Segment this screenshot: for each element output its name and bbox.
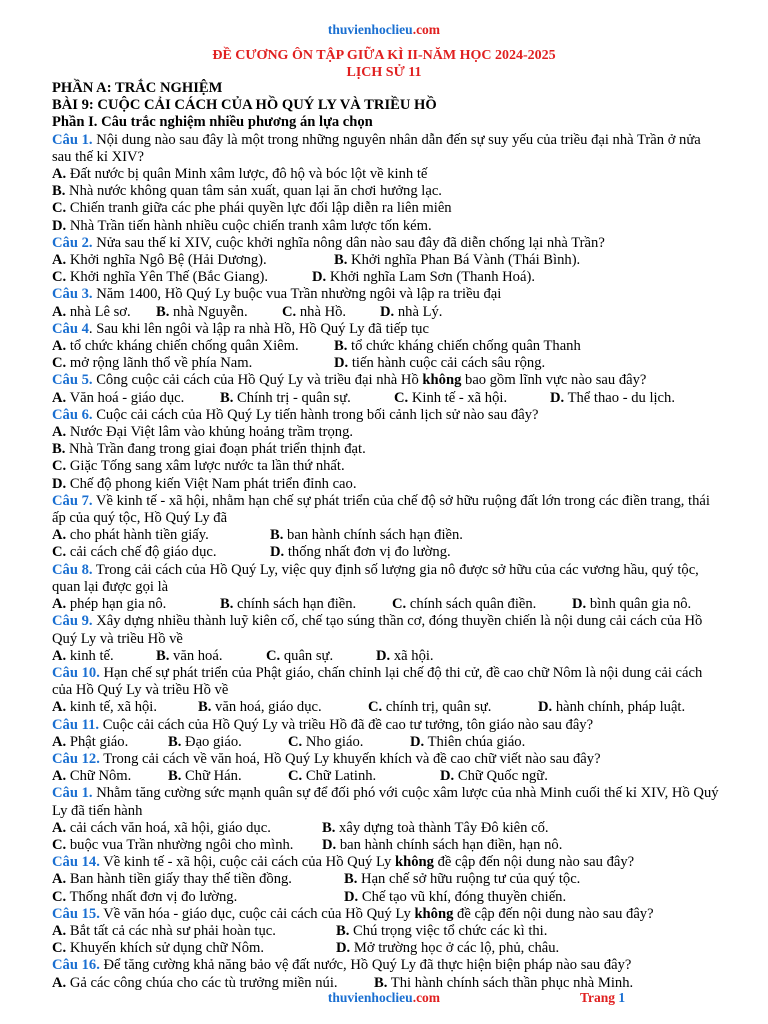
question — [52, 235, 722, 252]
option-label: C. — [52, 269, 67, 286]
option — [52, 252, 334, 269]
option — [344, 871, 580, 888]
option-row — [52, 889, 722, 906]
question-text: Công cuộc cải cách của Hồ Quý Ly và triều đại nhà Hồ — [92, 372, 423, 389]
option-row — [52, 871, 722, 888]
lesson-heading: BÀI 9: CUỘC CẢI CÁCH CỦA HỒ QUÝ LY VÀ TRIỀU HỒ — [52, 97, 437, 114]
option-label: B. — [52, 441, 66, 458]
option — [52, 837, 322, 854]
part-heading: PHẦN A: TRẮC NGHIỆM — [52, 80, 223, 96]
option-label: D. — [572, 596, 587, 613]
question-text: Về kinh tế - xã hội, cuộc cải cách của Hồ Quý Ly — [99, 854, 395, 871]
question-text: . Sau khi lên ngôi và lập ra nhà Hồ, Hồ Quý Ly đã tiếp tục — [88, 320, 429, 337]
option-text: Khởi nghĩa Phan Bá Vành (Thái Bình). — [347, 252, 581, 269]
option-row — [52, 544, 722, 561]
option — [270, 544, 451, 561]
option — [52, 596, 220, 613]
option — [334, 252, 580, 269]
page-number — [580, 990, 625, 1006]
question-emphasis: không — [395, 854, 434, 871]
option — [336, 940, 559, 957]
option-text: Chú trọng việc tổ chức các kì thi. — [349, 922, 548, 939]
question-text: Hạn chế sự phát triển của Phật giáo, chấn chỉnh lại chế độ thi cử, đề cao chữ Nôm là nội dung cải cách của Hồ Quý Ly và triều Hồ về — [52, 664, 703, 699]
question-label: Câu 1. — [52, 785, 93, 802]
question-text: Về kinh tế - xã hội, nhằm hạn chế sự phát triển của chế độ sở hữu ruộng đất lớn trong các điền trang, thái ấp của quý tộc, Hồ Quý Ly đã — [52, 492, 710, 527]
option-text: mở rộng lãnh thổ về phía Nam. — [66, 355, 253, 372]
question — [52, 717, 722, 734]
site-domain: .com — [412, 22, 441, 37]
option-text: chính trị, quân sự. — [382, 699, 492, 716]
question-text: Trong cải cách của Hồ Quý Ly, việc quy định số lượng gia nô được sở hữu của các vương hầu, quý tộc, quan lại được gọi là — [52, 561, 699, 595]
option-label: A. — [52, 647, 67, 664]
question-text: Xây dựng nhiều thành luỹ kiên cố, chế tạo súng thần cơ, đóng thuyền chiến là nội dung cải cách của Hồ Quý Ly và triều Hồ về — [52, 613, 703, 647]
option — [198, 699, 368, 716]
option-text: Chế độ phong kiến Việt Nam phát triển đỉnh cao. — [66, 475, 357, 492]
question-label: Câu 14. — [52, 854, 100, 871]
option-text: Ban hành tiền giấy thay thế tiền đồng. — [66, 871, 292, 888]
option-label: D. — [376, 647, 391, 664]
option-text: nhà Lý. — [394, 303, 443, 320]
option-row — [52, 527, 722, 544]
question — [52, 906, 722, 923]
option-label: A. — [52, 768, 67, 785]
option — [52, 889, 344, 906]
option-label: B. — [374, 974, 388, 991]
option — [52, 734, 168, 751]
option — [368, 699, 538, 716]
question-emphasis: không — [414, 905, 454, 922]
option-text: Chiến tranh giữa các phe phái quyền lực đối lập diễn ra liên miên — [66, 200, 452, 217]
option-label: C. — [52, 940, 67, 957]
option-text: hành chính, pháp luật. — [552, 699, 686, 716]
option — [52, 338, 334, 355]
question — [52, 751, 722, 768]
option-text: Chữ Quốc ngữ. — [454, 768, 548, 785]
option-label: C. — [52, 200, 67, 217]
option — [220, 596, 392, 613]
option-label: B. — [168, 768, 182, 785]
option-label: D. — [344, 888, 359, 905]
option — [410, 734, 525, 751]
option — [550, 390, 675, 407]
question-text: Cuộc cải cách của Hồ Quý Ly tiến hành trong bối cảnh lịch sử nào sau đây? — [92, 406, 539, 423]
option-row — [52, 648, 722, 665]
question-text: Năm 1400, Hồ Quý Ly buộc vua Trần nhường ngôi và lập ra triều đại — [92, 286, 502, 303]
option-label: A. — [52, 252, 67, 269]
option-text: Thi hành chính sách thần phục nhà Minh. — [387, 974, 634, 991]
option-label: A. — [52, 871, 67, 888]
question — [52, 854, 722, 871]
option-row — [52, 699, 722, 716]
option — [52, 166, 722, 183]
option-label: C. — [288, 733, 303, 750]
question-text: Trong cải cách về văn hoá, Hồ Quý Ly khuyến khích và đề cao chữ viết nào sau đây? — [99, 750, 601, 767]
option-text: Khuyến khích sử dụng chữ Nôm. — [66, 940, 265, 957]
option — [52, 355, 334, 372]
option-text: chính sách hạn điền. — [233, 596, 357, 613]
option — [52, 458, 722, 475]
question-label: Câu 8. — [52, 561, 93, 578]
option-text: Khởi nghĩa Yên Thế (Bắc Giang). — [66, 269, 269, 286]
option-text: thống nhất đơn vị đo lường. — [284, 544, 451, 561]
option-label: A. — [52, 527, 67, 544]
option-label: D. — [380, 303, 395, 320]
option-text: cho phát hành tiền giấy. — [66, 527, 209, 544]
option-label: B. — [322, 819, 336, 836]
option-label: C. — [368, 699, 383, 716]
option-row — [52, 390, 722, 407]
question-label: Câu 15. — [52, 905, 100, 922]
option-text: Thống nhất đơn vị đo lường. — [66, 888, 238, 905]
option — [52, 476, 722, 493]
option-label: D. — [334, 355, 349, 372]
option-text: Nhà nước không quan tâm sản xuất, quan lại ăn chơi hưởng lạc. — [65, 183, 442, 200]
option — [52, 699, 198, 716]
option-text: Gả các công chúa cho các tù trưởng miền núi. — [66, 974, 338, 991]
option-row — [52, 338, 722, 355]
question — [52, 785, 722, 819]
option-label: A. — [52, 819, 67, 836]
option — [334, 355, 545, 372]
option-label: C. — [288, 768, 303, 785]
option-label: D. — [52, 475, 67, 492]
option-label: D. — [52, 217, 67, 234]
option-text: Hạn chế sở hữu ruộng tư của quý tộc. — [357, 871, 581, 888]
page-label: Trang — [580, 990, 616, 1005]
question-label: Câu 6. — [52, 406, 93, 423]
option — [572, 596, 691, 613]
option — [334, 338, 581, 355]
option — [322, 837, 562, 854]
option-text: ban hành chính sách hạn điền, hạn nô. — [336, 836, 563, 853]
option-label: A. — [52, 166, 67, 183]
question — [52, 562, 722, 596]
option-text: nhà Lê sơ. — [66, 303, 131, 320]
option — [52, 768, 168, 785]
option-text: cải cách văn hoá, xã hội, giáo dục. — [66, 819, 271, 836]
option-label: B. — [220, 389, 234, 406]
option — [168, 768, 288, 785]
question-text: Về văn hóa - giáo dục, cuộc cải cách của Hồ Quý Ly — [99, 905, 415, 922]
option-label: A. — [52, 338, 67, 355]
option — [52, 527, 270, 544]
option-text: Nước Đại Việt lâm vào khủng hoảng trầm trọng. — [66, 424, 354, 441]
option — [538, 699, 685, 716]
option-text: văn hoá, giáo dục. — [211, 699, 322, 716]
option — [344, 889, 566, 906]
option-text: buộc vua Trần nhường ngôi cho mình. — [66, 836, 294, 853]
option — [270, 527, 463, 544]
question-text: đề cập đến nội dung nào sau đây? — [453, 905, 654, 922]
footer-site-domain: .com — [412, 990, 441, 1005]
option-label: C. — [52, 836, 67, 853]
page-number-value: 1 — [618, 990, 626, 1005]
option-text: tiến hành cuộc cải cách sâu rộng. — [348, 355, 546, 372]
subject-title: LỊCH SỬ 11 — [346, 65, 422, 80]
option-label: B. — [336, 922, 350, 939]
option-text: cải cách chế độ giáo dục. — [66, 544, 217, 561]
option-label: C. — [52, 544, 67, 561]
option — [52, 820, 322, 837]
option-label: D. — [550, 389, 565, 406]
option-text: Thể thao - du lịch. — [564, 389, 675, 406]
site-name: thuvienhoclieu — [327, 22, 413, 37]
option-label: B. — [270, 527, 284, 544]
option-text: tổ chức kháng chiến chống quân Xiêm. — [66, 338, 299, 355]
option-label: C. — [392, 596, 407, 613]
option-text: Nhà Trần đang trong giai đoạn phát triển thịnh đạt. — [65, 441, 366, 458]
question-label: Câu 4 — [52, 320, 89, 337]
option-text: Giặc Tống sang xâm lược nước ta lần thứ nhất. — [66, 458, 345, 475]
document-title: ĐỀ CƯƠNG ÔN TẬP GIỮA KÌ II-NĂM HỌC 2024-2025 — [212, 48, 556, 63]
question-text: Cuộc cải cách của Hồ Quý Ly và triều Hồ đã đề cao tư tưởng, tôn giáo nào sau đây? — [99, 716, 594, 733]
option-text: chính sách quân điền. — [406, 596, 537, 613]
question-label: Câu 7. — [52, 492, 93, 509]
option-text: Nhà Trần tiến hành nhiều cuộc chiến tranh xâm lược tốn kém. — [66, 217, 432, 234]
question-label: Câu 2. — [52, 234, 93, 251]
option — [52, 424, 722, 441]
option-row — [52, 252, 722, 269]
option-label: D. — [440, 768, 455, 785]
option — [52, 544, 270, 561]
option-label: C. — [52, 458, 67, 475]
option — [52, 269, 312, 286]
option-text: nhà Nguyễn. — [169, 303, 248, 320]
option-row — [52, 837, 722, 854]
question-text: Nhằm tăng cường sức mạnh quân sự để đối phó với cuộc xâm lược của nhà Minh cuối thế kỉ XIV, Hồ Quý Ly đã tiến hành — [52, 785, 719, 819]
footer-site — [0, 990, 768, 1006]
option-row — [52, 820, 722, 837]
option-row — [52, 304, 722, 321]
question-text: Để tăng cường khả năng bảo vệ đất nước, Hồ Quý Ly đã thực hiện biện pháp nào sau đây? — [99, 957, 632, 974]
option — [52, 218, 722, 235]
option-label: D. — [322, 836, 337, 853]
subpart-heading: Phần I. Câu trắc nghiệm nhiều phương án lựa chọn — [52, 114, 373, 131]
option — [220, 390, 394, 407]
option-row — [52, 734, 722, 751]
question — [52, 665, 722, 699]
option-row — [52, 768, 722, 785]
option-text: Mở trường học ở các lộ, phủ, châu. — [350, 940, 560, 957]
question-text: Nửa sau thế kỉ XIV, cuộc khởi nghĩa nông dân nào sau đây đã diễn chống lại nhà Trần? — [92, 234, 605, 251]
option-label: A. — [52, 922, 67, 939]
option-text: xã hội. — [390, 647, 434, 664]
option-text: Khởi nghĩa Ngô Bệ (Hải Dương). — [66, 252, 267, 269]
option-row — [52, 269, 722, 286]
option-text: kinh tế. — [66, 647, 114, 664]
option — [312, 269, 535, 286]
option-label: C. — [266, 647, 281, 664]
question-text: bao gồm lĩnh vực nào sau đây? — [461, 372, 647, 389]
option — [52, 923, 336, 940]
option — [52, 940, 336, 957]
option — [288, 768, 440, 785]
option-text: Chữ Hán. — [181, 768, 242, 785]
option-label: D. — [312, 269, 327, 286]
option-label: A. — [52, 974, 67, 991]
question — [52, 321, 722, 338]
question — [52, 372, 722, 389]
option — [282, 304, 380, 321]
question-label: Câu 10. — [52, 664, 100, 681]
option-label: B. — [334, 338, 348, 355]
option-label: B. — [334, 252, 348, 269]
option-text: Khởi nghĩa Lam Sơn (Thanh Hoá). — [326, 269, 535, 286]
option — [376, 648, 434, 665]
option-label: D. — [538, 699, 553, 716]
option-text: Chế tạo vũ khí, đóng thuyền chiến. — [358, 888, 567, 905]
option-text: Văn hoá - giáo dục. — [66, 389, 185, 406]
option — [440, 768, 548, 785]
option-text: nhà Hồ. — [296, 303, 347, 320]
option-label: C. — [282, 303, 297, 320]
question — [52, 957, 722, 974]
option-text: Bắt tất cả các nhà sư phải hoàn tục. — [66, 922, 276, 939]
option-text: Đạo giáo. — [181, 733, 242, 750]
option-text: Kinh tế - xã hội. — [408, 389, 508, 406]
option-text: xây dựng toà thành Tây Đô kiên cố. — [335, 819, 549, 836]
option-label: B. — [156, 303, 170, 320]
question — [52, 493, 722, 527]
option-label: D. — [410, 733, 425, 750]
option — [52, 304, 156, 321]
option — [156, 648, 266, 665]
document-body — [52, 80, 722, 992]
option-label: A. — [52, 303, 67, 320]
question-label: Câu 12. — [52, 750, 100, 767]
option-label: A. — [52, 389, 67, 406]
option — [266, 648, 376, 665]
option — [380, 304, 442, 321]
question — [52, 407, 722, 424]
question-label: Câu 16. — [52, 957, 100, 974]
question-emphasis: không — [422, 372, 462, 389]
question — [52, 286, 722, 303]
question-label: Câu 1. — [52, 131, 93, 148]
option-row — [52, 940, 722, 957]
option-text: văn hoá. — [169, 647, 223, 664]
site-header — [0, 22, 768, 38]
question — [52, 132, 722, 166]
option-label: B. — [198, 699, 212, 716]
option-row — [52, 923, 722, 940]
option-label: B. — [156, 647, 170, 664]
option — [336, 923, 547, 940]
question-text: Nội dung nào sau đây là một trong những nguyên nhân dẫn đến sự suy yếu của triều đại nhà Trần ở nửa sau thế kỉ XIV? — [52, 131, 701, 165]
option — [394, 390, 550, 407]
option-text: Thiên chúa giáo. — [424, 733, 526, 750]
footer-site-name: thuvienhoclieu — [327, 990, 413, 1005]
option-label: A. — [52, 596, 67, 613]
option — [322, 820, 549, 837]
option-text: Chính trị - quân sự. — [233, 389, 351, 406]
question — [52, 613, 722, 647]
option-label: C. — [52, 355, 67, 372]
option-text: Nho giáo. — [302, 733, 364, 750]
option — [52, 648, 156, 665]
option — [52, 183, 722, 200]
question-label: Câu 3. — [52, 286, 93, 303]
option-label: B. — [344, 871, 358, 888]
option — [52, 200, 722, 217]
option-label: D. — [336, 940, 351, 957]
question-label: Câu 5. — [52, 372, 93, 389]
option-text: bình quân gia nô. — [586, 596, 692, 613]
question-label: Câu 9. — [52, 613, 93, 630]
option — [288, 734, 410, 751]
option-text: Phật giáo. — [66, 733, 129, 750]
question-label: Câu 11. — [52, 716, 100, 733]
option-label: C. — [394, 389, 409, 406]
option-text: kinh tế, xã hội. — [66, 699, 157, 716]
option-label: A. — [52, 424, 67, 441]
option — [52, 871, 344, 888]
option-label: C. — [52, 888, 67, 905]
option-label: B. — [220, 596, 234, 613]
option-label: B. — [52, 183, 66, 200]
option-text: phép hạn gia nô. — [66, 596, 167, 613]
option-text: ban hành chính sách hạn điền. — [283, 527, 463, 544]
option-label: D. — [270, 544, 285, 561]
option-label: A. — [52, 733, 67, 750]
option-text: quân sự. — [280, 647, 334, 664]
option-row — [52, 355, 722, 372]
option-text: Chữ Latinh. — [302, 768, 377, 785]
option — [52, 441, 722, 458]
option-label: A. — [52, 699, 67, 716]
option-text: Đất nước bị quân Minh xâm lược, đô hộ và bóc lột về kinh tế — [66, 166, 428, 183]
option-text: tổ chức kháng chiến chống quân Thanh — [347, 338, 581, 355]
option — [52, 390, 220, 407]
option — [168, 734, 288, 751]
option-row — [52, 596, 722, 613]
question-text: đề cập đến nội dung nào sau đây? — [433, 854, 635, 871]
option-text: Chữ Nôm. — [66, 768, 132, 785]
option — [392, 596, 572, 613]
option-label: B. — [168, 733, 182, 750]
option — [156, 304, 282, 321]
